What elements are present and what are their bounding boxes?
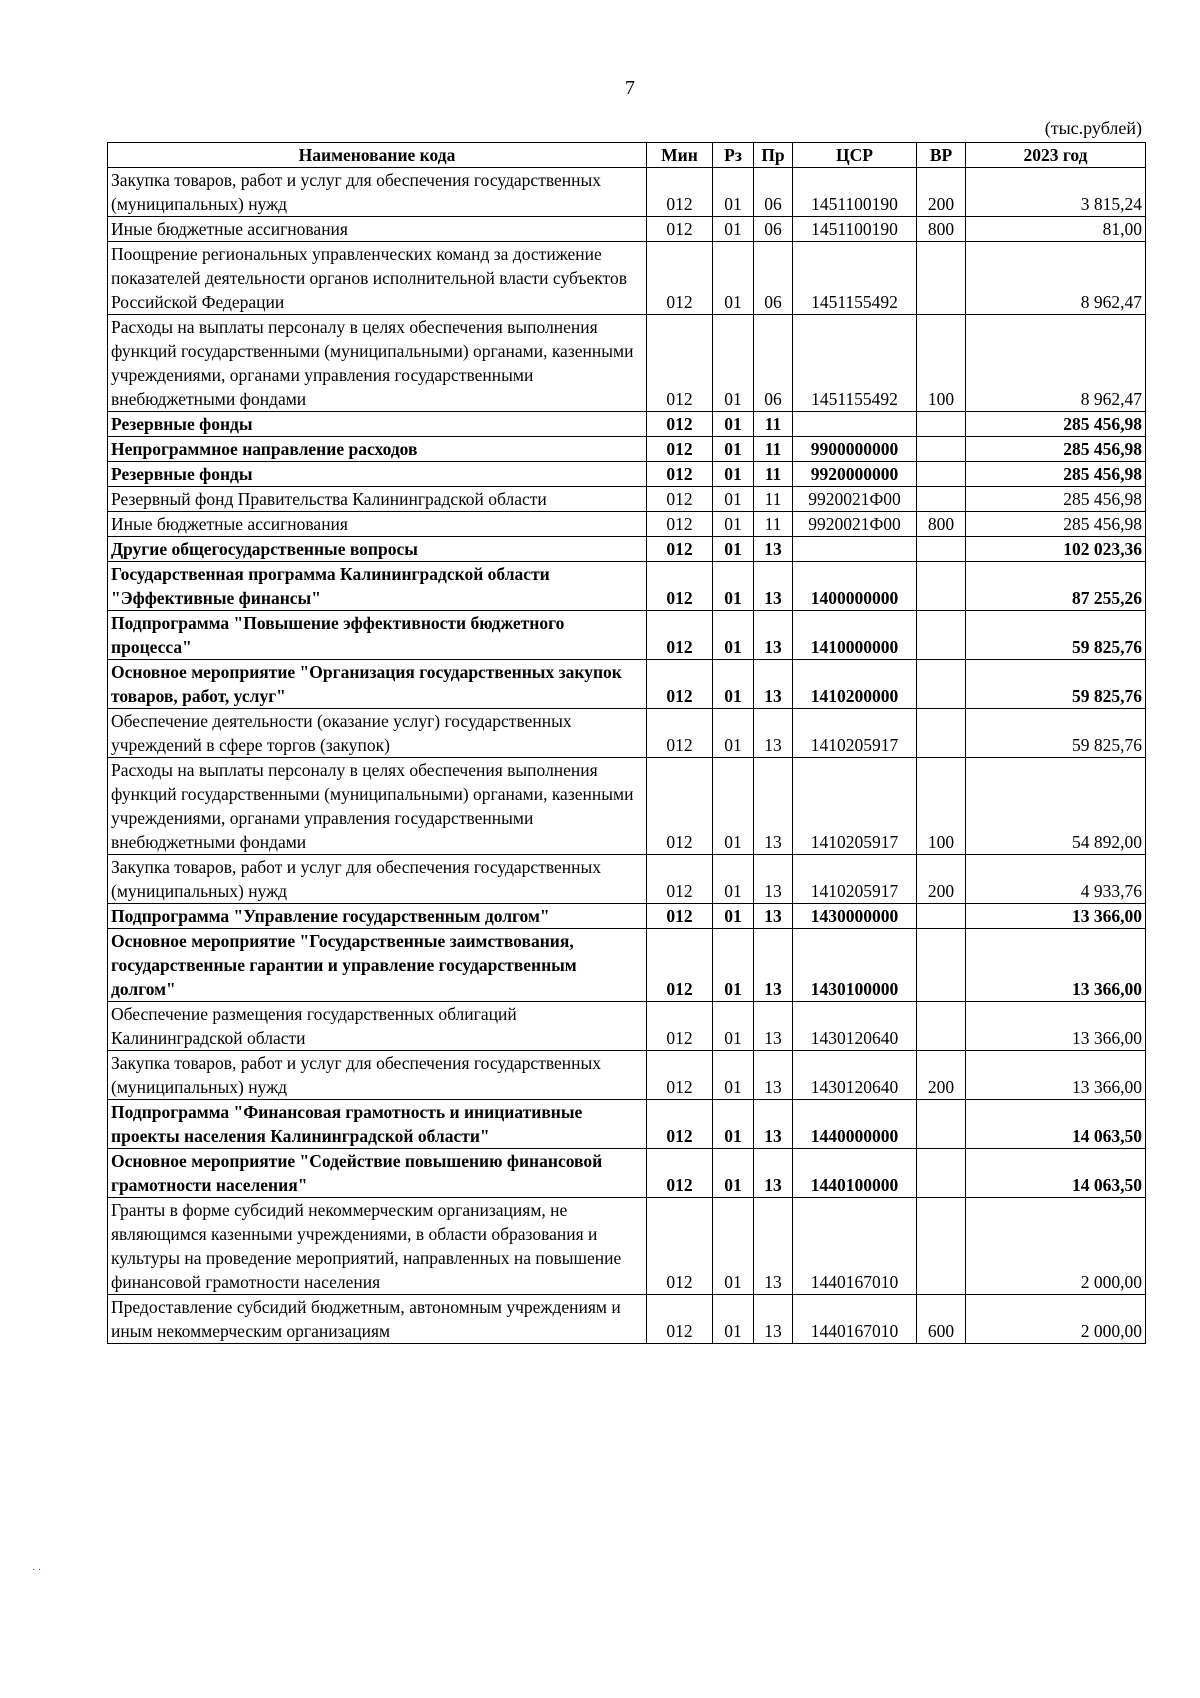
cell-csr: 1451155492 [793, 242, 917, 315]
cell-vr: 100 [917, 315, 966, 412]
cell-csr: 1430120640 [793, 1002, 917, 1051]
cell-pr: 13 [754, 904, 793, 929]
cell-amount: 13 366,00 [966, 1051, 1146, 1100]
table-row [108, 855, 1146, 904]
cell-vr [917, 242, 966, 315]
cell-pr: 13 [754, 562, 793, 611]
cell-amount: 285 456,98 [966, 437, 1146, 462]
table-row [108, 1100, 1146, 1149]
cell-vr [917, 709, 966, 758]
cell-csr: 1440167010 [793, 1295, 917, 1344]
cell-vr [917, 1149, 966, 1198]
cell-rz: 01 [713, 855, 754, 904]
cell-min: 012 [647, 315, 713, 412]
cell-name: Основное мероприятие "Организация государственных закупок товаров, работ, услуг" [108, 660, 647, 709]
cell-min: 012 [647, 1149, 713, 1198]
cell-rz: 01 [713, 512, 754, 537]
cell-csr: 1410205917 [793, 855, 917, 904]
cell-name: Подпрограмма "Повышение эффективности бюджетного процесса" [108, 611, 647, 660]
cell-min: 012 [647, 611, 713, 660]
cell-rz: 01 [713, 1198, 754, 1295]
cell-amount: 8 962,47 [966, 315, 1146, 412]
cell-name: Закупка товаров, работ и услуг для обеспечения государственных (муниципальных) нужд [108, 1051, 647, 1100]
cell-vr [917, 904, 966, 929]
column-header-min: Мин [647, 143, 713, 168]
cell-name: Непрограммное направление расходов [108, 437, 647, 462]
cell-min: 012 [647, 512, 713, 537]
cell-vr: 200 [917, 168, 966, 217]
cell-pr: 13 [754, 855, 793, 904]
cell-rz: 01 [713, 660, 754, 709]
cell-csr: 1410205917 [793, 709, 917, 758]
cell-rz: 01 [713, 487, 754, 512]
table-row [108, 562, 1146, 611]
cell-min: 012 [647, 929, 713, 1002]
cell-amount: 285 456,98 [966, 512, 1146, 537]
cell-csr: 1440000000 [793, 1100, 917, 1149]
cell-pr: 06 [754, 315, 793, 412]
cell-min: 012 [647, 1051, 713, 1100]
budget-table-body [108, 168, 1146, 1344]
table-row [108, 1149, 1146, 1198]
cell-name: Гранты в форме субсидий некоммерческим организациям, не являющимся казенными учреждениями, в области образования и культуры на проведение мероприятий, направленных на повышение финансовой грамотности населения [108, 1198, 647, 1295]
column-header-csr: ЦСР [793, 143, 917, 168]
table-row [108, 904, 1146, 929]
cell-min: 012 [647, 660, 713, 709]
table-row [108, 1051, 1146, 1100]
cell-vr: 200 [917, 1051, 966, 1100]
cell-vr [917, 487, 966, 512]
cell-rz: 01 [713, 1002, 754, 1051]
cell-rz: 01 [713, 217, 754, 242]
cell-vr: 600 [917, 1295, 966, 1344]
cell-name: Поощрение региональных управленческих команд за достижение показателей деятельности органов исполнительной власти субъектов Российской Федерации [108, 242, 647, 315]
cell-name: Резервные фонды [108, 462, 647, 487]
column-header-vr: ВР [917, 143, 966, 168]
cell-amount: 13 366,00 [966, 904, 1146, 929]
cell-pr: 11 [754, 487, 793, 512]
cell-name: Другие общегосударственные вопросы [108, 537, 647, 562]
cell-pr: 13 [754, 611, 793, 660]
table-row [108, 758, 1146, 855]
cell-rz: 01 [713, 412, 754, 437]
cell-name: Закупка товаров, работ и услуг для обеспечения государственных (муниципальных) нужд [108, 168, 647, 217]
cell-pr: 13 [754, 1002, 793, 1051]
cell-min: 012 [647, 412, 713, 437]
cell-name: Государственная программа Калининградской области "Эффективные финансы" [108, 562, 647, 611]
cell-vr [917, 1100, 966, 1149]
cell-amount: 4 933,76 [966, 855, 1146, 904]
table-row [108, 315, 1146, 412]
table-row [108, 462, 1146, 487]
cell-min: 012 [647, 1198, 713, 1295]
cell-pr: 13 [754, 709, 793, 758]
cell-csr: 9900000000 [793, 437, 917, 462]
cell-csr: 1410000000 [793, 611, 917, 660]
cell-vr: 800 [917, 217, 966, 242]
cell-rz: 01 [713, 611, 754, 660]
cell-pr: 11 [754, 412, 793, 437]
cell-amount: 14 063,50 [966, 1100, 1146, 1149]
cell-csr: 1430100000 [793, 929, 917, 1002]
cell-amount: 14 063,50 [966, 1149, 1146, 1198]
cell-csr: 1451155492 [793, 315, 917, 412]
cell-pr: 06 [754, 242, 793, 315]
cell-rz: 01 [713, 462, 754, 487]
cell-amount: 285 456,98 [966, 412, 1146, 437]
cell-min: 012 [647, 758, 713, 855]
cell-rz: 01 [713, 1149, 754, 1198]
cell-min: 012 [647, 217, 713, 242]
table-row [108, 512, 1146, 537]
column-header-amount: 2023 год [966, 143, 1146, 168]
cell-name: Закупка товаров, работ и услуг для обеспечения государственных (муниципальных) нужд [108, 855, 647, 904]
cell-amount: 54 892,00 [966, 758, 1146, 855]
cell-rz: 01 [713, 1100, 754, 1149]
cell-amount: 8 962,47 [966, 242, 1146, 315]
cell-rz: 01 [713, 242, 754, 315]
cell-pr: 13 [754, 660, 793, 709]
cell-pr: 13 [754, 1295, 793, 1344]
cell-min: 012 [647, 1100, 713, 1149]
column-header-pr: Пр [754, 143, 793, 168]
cell-pr: 11 [754, 437, 793, 462]
cell-min: 012 [647, 462, 713, 487]
cell-rz: 01 [713, 758, 754, 855]
cell-vr [917, 611, 966, 660]
cell-csr: 1400000000 [793, 562, 917, 611]
table-row [108, 412, 1146, 437]
cell-vr [917, 562, 966, 611]
cell-pr: 06 [754, 168, 793, 217]
cell-csr: 1410200000 [793, 660, 917, 709]
cell-name: Подпрограмма "Управление государственным долгом" [108, 904, 647, 929]
column-header-rz: Рз [713, 143, 754, 168]
cell-vr [917, 660, 966, 709]
cell-vr: 200 [917, 855, 966, 904]
cell-amount: 13 366,00 [966, 1002, 1146, 1051]
column-header-name: Наименование кода [108, 143, 647, 168]
cell-name: Обеспечение деятельности (оказание услуг) государственных учреждений в сфере торгов (закупок) [108, 709, 647, 758]
budget-table [107, 142, 1146, 1344]
cell-pr: 11 [754, 512, 793, 537]
table-row [108, 437, 1146, 462]
cell-rz: 01 [713, 1295, 754, 1344]
table-row [108, 487, 1146, 512]
cell-rz: 01 [713, 1051, 754, 1100]
table-row [108, 242, 1146, 315]
cell-min: 012 [647, 437, 713, 462]
cell-min: 012 [647, 1295, 713, 1344]
cell-csr: 9920021Ф00 [793, 487, 917, 512]
cell-amount: 81,00 [966, 217, 1146, 242]
cell-amount: 102 023,36 [966, 537, 1146, 562]
cell-rz: 01 [713, 562, 754, 611]
cell-name: Расходы на выплаты персоналу в целях обеспечения выполнения функций государственными (муниципальными) органами, казенными учреждениями, органами управления государственными внебюджетными фондами [108, 758, 647, 855]
cell-csr: 1430000000 [793, 904, 917, 929]
table-row [108, 611, 1146, 660]
cell-vr [917, 412, 966, 437]
cell-rz: 01 [713, 929, 754, 1002]
cell-csr: 1440100000 [793, 1149, 917, 1198]
cell-csr: 9920000000 [793, 462, 917, 487]
cell-vr: 800 [917, 512, 966, 537]
cell-amount: 59 825,76 [966, 709, 1146, 758]
cell-pr: 11 [754, 462, 793, 487]
cell-name: Основное мероприятие "Государственные заимствования, государственные гарантии и управление государственным долгом" [108, 929, 647, 1002]
cell-csr: 1451100190 [793, 217, 917, 242]
table-row [108, 1002, 1146, 1051]
table-row [108, 1198, 1146, 1295]
cell-pr: 13 [754, 537, 793, 562]
cell-min: 012 [647, 242, 713, 315]
cell-name: Иные бюджетные ассигнования [108, 512, 647, 537]
units-label: (тыс.рублей) [1044, 118, 1142, 138]
cell-vr [917, 462, 966, 487]
cell-pr: 13 [754, 1198, 793, 1295]
cell-vr [917, 537, 966, 562]
cell-name: Подпрограмма "Финансовая грамотность и инициативные проекты населения Калининградской области" [108, 1100, 647, 1149]
cell-vr [917, 1198, 966, 1295]
cell-name: Основное мероприятие "Содействие повышению финансовой грамотности населения" [108, 1149, 647, 1198]
cell-pr: 13 [754, 1100, 793, 1149]
cell-rz: 01 [713, 537, 754, 562]
cell-csr [793, 412, 917, 437]
cell-rz: 01 [713, 437, 754, 462]
cell-csr: 1440167010 [793, 1198, 917, 1295]
cell-name: Расходы на выплаты персоналу в целях обеспечения выполнения функций государственными (муниципальными) органами, казенными учреждениями, органами управления государственными внебюджетными фондами [108, 315, 647, 412]
cell-min: 012 [647, 168, 713, 217]
cell-rz: 01 [713, 315, 754, 412]
cell-name: Предоставление субсидий бюджетным, автономным учреждениям и иным некоммерческим организациям [108, 1295, 647, 1344]
table-row [108, 709, 1146, 758]
cell-vr: 100 [917, 758, 966, 855]
table-row [108, 929, 1146, 1002]
cell-csr: 9920021Ф00 [793, 512, 917, 537]
scan-artifact: · · [32, 1565, 42, 1576]
cell-min: 012 [647, 537, 713, 562]
table-row [108, 537, 1146, 562]
cell-amount: 13 366,00 [966, 929, 1146, 1002]
cell-amount: 2 000,00 [966, 1198, 1146, 1295]
cell-pr: 13 [754, 929, 793, 1002]
cell-amount: 59 825,76 [966, 660, 1146, 709]
cell-csr [793, 537, 917, 562]
cell-csr: 1451100190 [793, 168, 917, 217]
cell-pr: 13 [754, 1149, 793, 1198]
cell-amount: 285 456,98 [966, 487, 1146, 512]
table-row [108, 1295, 1146, 1344]
cell-min: 012 [647, 487, 713, 512]
cell-name: Иные бюджетные ассигнования [108, 217, 647, 242]
cell-rz: 01 [713, 904, 754, 929]
cell-min: 012 [647, 709, 713, 758]
cell-vr [917, 929, 966, 1002]
cell-rz: 01 [713, 168, 754, 217]
cell-min: 012 [647, 562, 713, 611]
table-row [108, 660, 1146, 709]
table-row [108, 217, 1146, 242]
cell-pr: 06 [754, 217, 793, 242]
cell-pr: 13 [754, 1051, 793, 1100]
cell-rz: 01 [713, 709, 754, 758]
cell-name: Резервный фонд Правительства Калининградской области [108, 487, 647, 512]
cell-amount: 285 456,98 [966, 462, 1146, 487]
cell-vr [917, 437, 966, 462]
cell-name: Обеспечение размещения государственных облигаций Калининградской области [108, 1002, 647, 1051]
cell-amount: 59 825,76 [966, 611, 1146, 660]
cell-name: Резервные фонды [108, 412, 647, 437]
cell-min: 012 [647, 855, 713, 904]
cell-csr: 1430120640 [793, 1051, 917, 1100]
cell-csr: 1410205917 [793, 758, 917, 855]
cell-pr: 13 [754, 758, 793, 855]
cell-amount: 2 000,00 [966, 1295, 1146, 1344]
header-row [108, 143, 1146, 168]
table-row [108, 168, 1146, 217]
page-number: 7 [625, 77, 635, 99]
cell-min: 012 [647, 904, 713, 929]
cell-vr [917, 1002, 966, 1051]
cell-amount: 3 815,24 [966, 168, 1146, 217]
cell-amount: 87 255,26 [966, 562, 1146, 611]
cell-min: 012 [647, 1002, 713, 1051]
